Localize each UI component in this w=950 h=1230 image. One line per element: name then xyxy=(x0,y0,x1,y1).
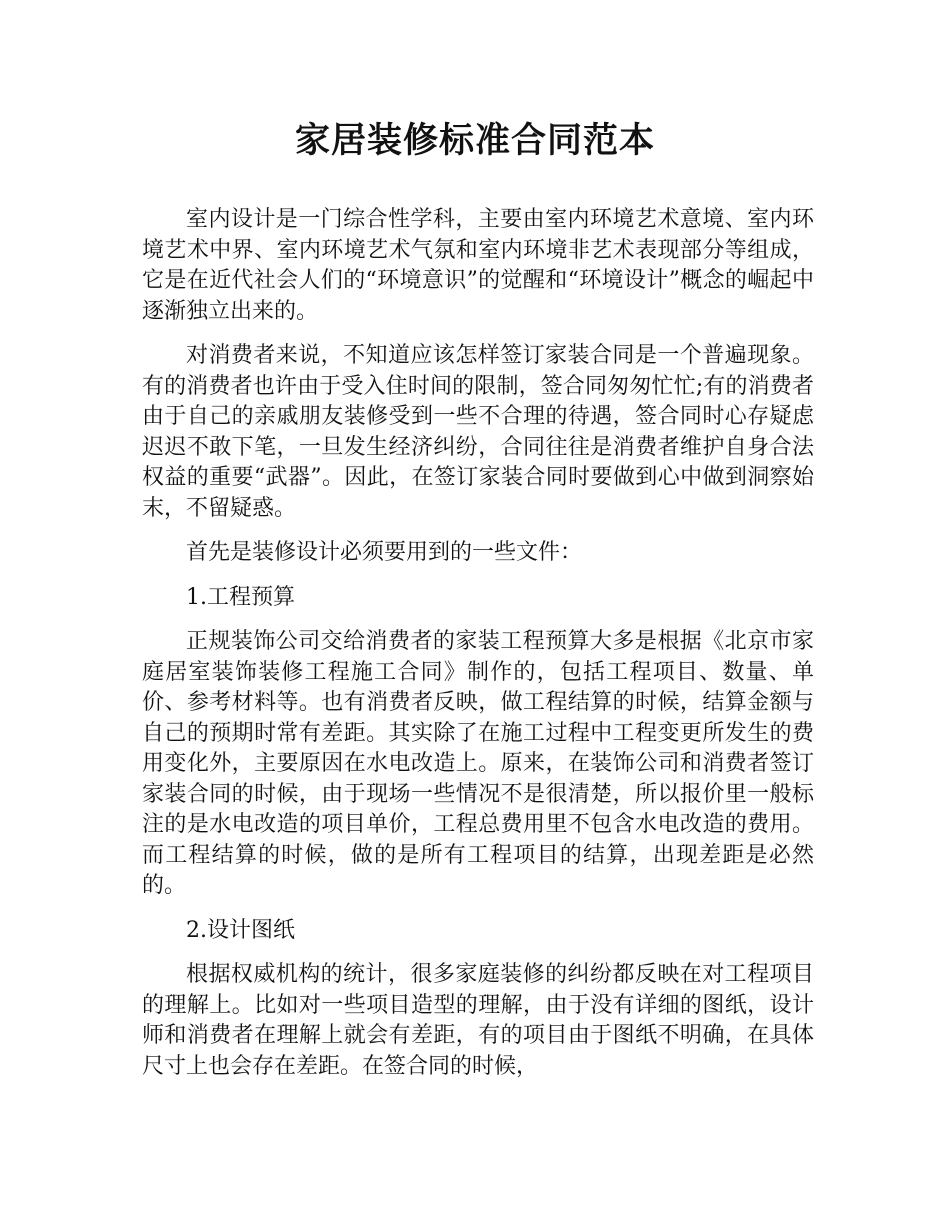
paragraph-documents-lead: 首先是装修设计必须要用到的一些文件： xyxy=(186,540,583,565)
document-title: 家居装修标准合同范本 xyxy=(294,121,655,161)
paragraph-budget: 正规装饰公司交给消费者的家装工程预算大多是根据《北京市家庭居室装饰装修工程施工合同》制作的，包括工程项目、数量、单价、参考材料等。也有消费者反映，做工程结算的时候，结算金额与自己的预期时常有差距。其实除了在施工过程中工程变更所发生的费用变化外，主要原因在水电改造上。原来，在装饰公司和消费者签订家装合同的时候，由于现场一些情况不是很清楚，所以报价里一般标注的是水电改造的项目单价，工程总费用里不包含水电改造的费用。而工程结算的时候，做的是所有工程项目的结算，出现差距是必然的。 xyxy=(142,629,814,898)
section-heading-drawings: 2.设计图纸 xyxy=(186,917,295,943)
section-heading-budget: 1.工程预算 xyxy=(186,584,295,610)
paragraph-drawings: 根据权威机构的统计，很多家庭装修的纠纷都反映在对工程项目的理解上。比如对一些项目造型的理解，由于没有详细的图纸，设计师和消费者在理解上就会有差距，有的项目由于图纸不明确，在具体尺寸上也会存在差距。在签合同的时候， xyxy=(142,962,814,1079)
paragraph-intro: 室内设计是一门综合性学科，主要由室内环境艺术意境、室内环境艺术中界、室内环境艺术气氛和室内环境非艺术表现部分等组成，它是在近代社会人们的“环境意识”的觉醒和“环境设计”概念的崛起中逐渐独立出来的。 xyxy=(142,207,814,324)
paragraph-consumer: 对消费者来说，不知道应该怎样签订家装合同是一个普遍现象。有的消费者也许由于受入住时间的限制，签合同匆匆忙忙;有的消费者由于自己的亲戚朋友装修受到一些不合理的待遇，签合同时心存疑虑迟迟不敢下笔，一旦发生经济纠纷，合同往往是消费者维护自身合法权益的重要“武器”。因此，在签订家装合同时要做到心中做到洞察始末，不留疑惑。 xyxy=(142,343,814,521)
document-body xyxy=(142,205,814,1096)
